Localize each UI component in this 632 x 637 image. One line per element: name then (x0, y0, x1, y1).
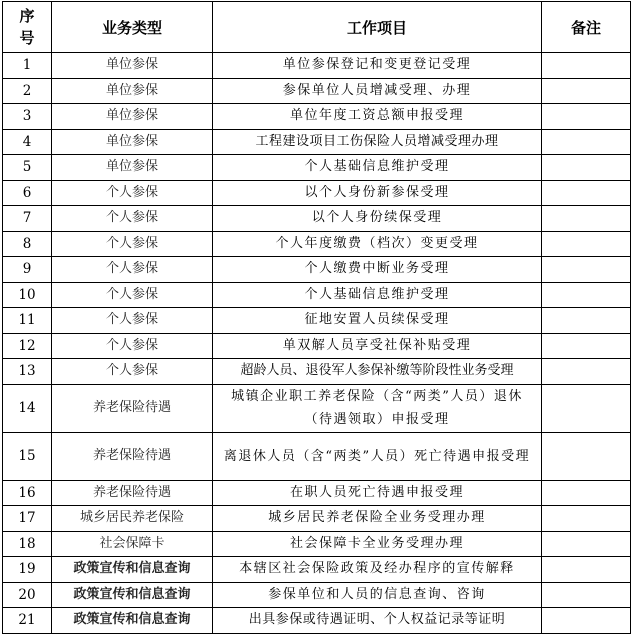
table-row (3, 257, 631, 283)
table-row (3, 104, 631, 130)
row-business-type: 个人参保 (52, 333, 213, 359)
table-row (3, 480, 631, 506)
row-note (542, 282, 631, 308)
row-business-type: 单位参保 (52, 104, 213, 130)
table-row (3, 53, 631, 79)
row-note (542, 206, 631, 232)
table-body (3, 53, 631, 634)
header-number-line2: 号 (19, 29, 35, 47)
row-note (542, 432, 631, 480)
header-business-type: 业务类型 (52, 2, 213, 53)
row-number: 12 (3, 333, 52, 359)
row-business-type: 个人参保 (52, 231, 213, 257)
row-number: 10 (3, 282, 52, 308)
row-note (542, 104, 631, 130)
row-business-type: 养老保险待遇 (52, 384, 213, 432)
table-row (3, 582, 631, 608)
row-work-item: 个人基础信息维护受理 (213, 155, 542, 181)
row-note (542, 180, 631, 206)
header-row (3, 2, 631, 53)
row-note (542, 308, 631, 334)
row-business-type: 城乡居民养老保险 (52, 506, 213, 532)
row-work-item: 征地安置人员续保受理 (213, 308, 542, 334)
row-number: 9 (3, 257, 52, 283)
row-number: 16 (3, 480, 52, 506)
table-row (3, 206, 631, 232)
row-note (542, 531, 631, 557)
row-note (542, 129, 631, 155)
table-row (3, 129, 631, 155)
row-work-item: 城乡居民养老保险全业务受理办理 (213, 506, 542, 532)
table-row (3, 432, 631, 480)
table-row (3, 180, 631, 206)
row-work-item: 在职人员死亡待遇申报受理 (213, 480, 542, 506)
table-row (3, 155, 631, 181)
header-number (3, 2, 52, 53)
table-row (3, 608, 631, 634)
row-number: 5 (3, 155, 52, 181)
row-business-type: 社会保障卡 (52, 531, 213, 557)
row-note (542, 257, 631, 283)
work-items-table (2, 1, 631, 634)
row-work-item: 单位参保登记和变更登记受理 (213, 53, 542, 79)
row-business-type: 政策宣传和信息查询 (52, 557, 213, 583)
row-number: 7 (3, 206, 52, 232)
row-business-type: 养老保险待遇 (52, 432, 213, 480)
row-work-item: 单双解人员享受社保补贴受理 (213, 333, 542, 359)
row-work-item: 本辖区社会保险政策及经办程序的宣传解释 (213, 557, 542, 583)
row-note (542, 608, 631, 634)
header-work-item: 工作项目 (213, 2, 542, 53)
row-note (542, 506, 631, 532)
row-work-item: 出具参保或待遇证明、个人权益记录等证明 (213, 608, 542, 634)
row-number: 19 (3, 557, 52, 583)
row-work-item: 以个人身份续保受理 (213, 206, 542, 232)
row-work-item: 社会保障卡全业务受理办理 (213, 531, 542, 557)
row-work-item: 参保单位和人员的信息查询、咨询 (213, 582, 542, 608)
row-business-type: 政策宣传和信息查询 (52, 608, 213, 634)
row-note (542, 333, 631, 359)
table-row (3, 333, 631, 359)
row-business-type: 个人参保 (52, 180, 213, 206)
row-note (542, 384, 631, 432)
row-note (542, 78, 631, 104)
row-business-type: 养老保险待遇 (52, 480, 213, 506)
row-note (542, 155, 631, 181)
work-items-table-wrapper (2, 1, 631, 634)
row-note (542, 582, 631, 608)
table-row (3, 506, 631, 532)
table-row (3, 282, 631, 308)
row-number: 3 (3, 104, 52, 130)
header-note: 备注 (542, 2, 631, 53)
row-number: 4 (3, 129, 52, 155)
row-business-type: 个人参保 (52, 206, 213, 232)
row-work-item: 超龄人员、退役军人参保补缴等阶段性业务受理 (213, 359, 542, 385)
table-row (3, 359, 631, 385)
row-business-type: 单位参保 (52, 78, 213, 104)
row-number: 17 (3, 506, 52, 532)
row-number: 11 (3, 308, 52, 334)
row-business-type: 政策宣传和信息查询 (52, 582, 213, 608)
table-row (3, 308, 631, 334)
row-number: 14 (3, 384, 52, 432)
row-business-type: 单位参保 (52, 155, 213, 181)
row-work-item: 个人缴费中断业务受理 (213, 257, 542, 283)
row-number: 20 (3, 582, 52, 608)
row-business-type: 个人参保 (52, 257, 213, 283)
table-row (3, 78, 631, 104)
row-note (542, 359, 631, 385)
row-business-type: 个人参保 (52, 308, 213, 334)
row-note (542, 53, 631, 79)
row-business-type: 单位参保 (52, 53, 213, 79)
row-note (542, 480, 631, 506)
table-row (3, 531, 631, 557)
row-work-item: 个人基础信息维护受理 (213, 282, 542, 308)
table-row (3, 231, 631, 257)
row-work-item: 城镇企业职工养老保险（含“两类”人员）退休（待遇领取）申报受理 (213, 384, 542, 432)
row-number: 21 (3, 608, 52, 634)
row-business-type: 个人参保 (52, 282, 213, 308)
table-row (3, 557, 631, 583)
row-number: 8 (3, 231, 52, 257)
row-work-item: 工程建设项目工伤保险人员增减受理办理 (213, 129, 542, 155)
row-number: 15 (3, 432, 52, 480)
row-number: 18 (3, 531, 52, 557)
row-number: 1 (3, 53, 52, 79)
row-business-type: 个人参保 (52, 359, 213, 385)
row-business-type: 单位参保 (52, 129, 213, 155)
table-row (3, 384, 631, 432)
row-note (542, 557, 631, 583)
row-work-item: 参保单位人员增减受理、办理 (213, 78, 542, 104)
row-work-item: 单位年度工资总额申报受理 (213, 104, 542, 130)
row-work-item: 个人年度缴费（档次）变更受理 (213, 231, 542, 257)
row-work-item: 离退休人员（含“两类”人员）死亡待遇申报受理 (213, 432, 542, 480)
row-number: 2 (3, 78, 52, 104)
row-note (542, 231, 631, 257)
row-number: 13 (3, 359, 52, 385)
row-number: 6 (3, 180, 52, 206)
row-work-item: 以个人身份新参保受理 (213, 180, 542, 206)
header-number-line1: 序 (19, 7, 35, 25)
